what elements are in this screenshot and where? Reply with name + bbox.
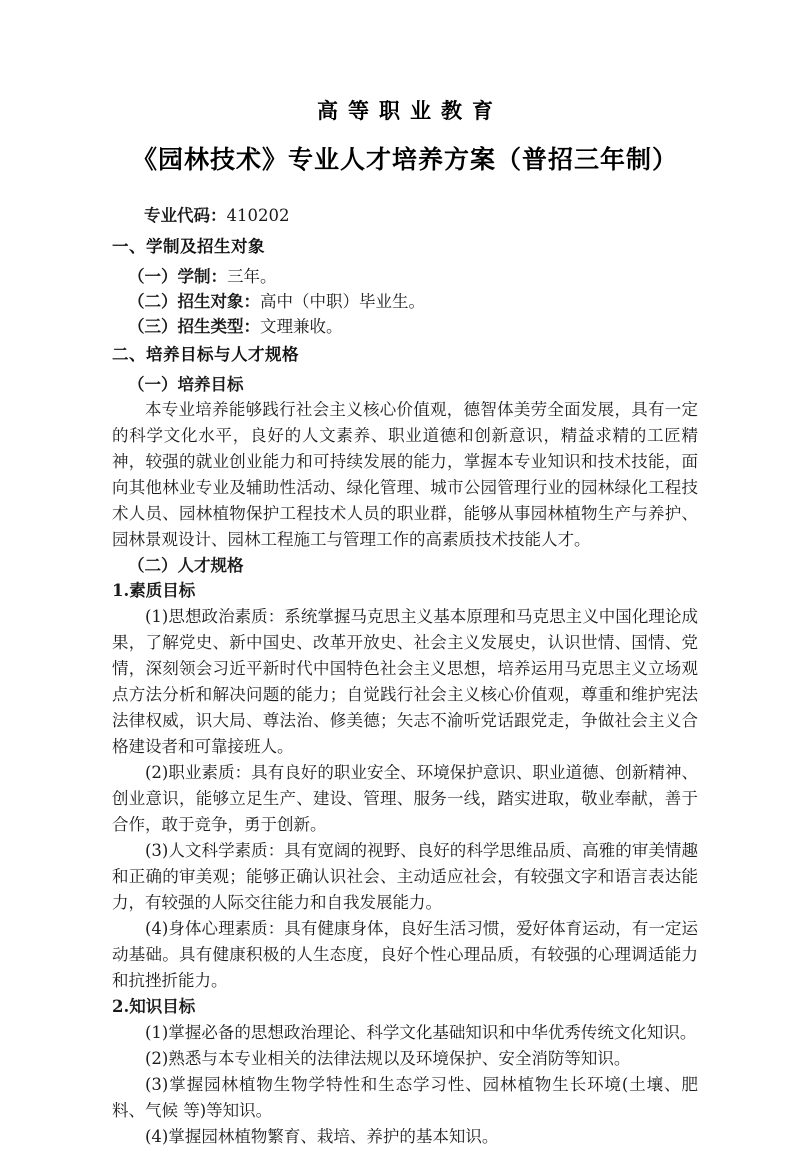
section-1-item-2 bbox=[112, 289, 698, 314]
quality-objective-item-2: (2)职业素质：具有良好的职业安全、环境保护意识、职业道德、创新精神、创业意识，能够立足生产、建设、管理、服务一线，踏实进取，敬业奉献，善于合作，敢于竞争，勇于创新。 bbox=[112, 763, 698, 834]
section-1-item-1 bbox=[112, 264, 698, 289]
major-code-value: 410202 bbox=[226, 206, 290, 225]
major-code-line bbox=[112, 203, 698, 229]
section-1-item-1-label: （一）学制： bbox=[128, 267, 227, 286]
training-goal-paragraph: 本专业培养能够践行社会主义核心价值观，德智体美劳全面发展，具有一定的科学文化水平，良好的人文素养、职业道德和创新意识，精益求精的工匠精神，较强的就业创业能力和可持续发展的能力，掌握本专业知识和技术技能，面向其他林业专业及辅助性活动、绿化管理、城市公园管理行业的园林绿化工程技术人员、园林植物保护工程技术人员的职业群，能够从事园林植物生产与养护、园林景观设计、园林工程施工与管理工作的高素质技术技能人才。 bbox=[112, 400, 698, 549]
page-content bbox=[112, 96, 698, 1150]
section-1-item-3 bbox=[112, 314, 698, 339]
knowledge-objective-item-3: (3)掌握园林植物生物学特性和生态学习性、园林植物生长环境(土壤、肥料、气候 等)等知识。 bbox=[112, 1075, 698, 1120]
subsection-heading-training-goal: （一）培养目标 bbox=[128, 375, 244, 394]
quality-objective-item-1: (1)思想政治素质：系统掌握马克思主义基本原理和马克思主义中国化理论成果，了解党史、新中国史、改革开放史、社会主义发展史，认识世情、国情、党情，深刻领会习近平新时代中国特色社会主义思想，培养运用马克思主义立场观点方法分析和解决问题的能力；自觉践行社会主义核心价值观，尊重和维护宪法法律权威，识大局、尊法治、修美德；矢志不渝听党话跟党走，争做社会主义合格建设者和可靠接班人。 bbox=[112, 607, 698, 756]
group-heading-quality-objectives: 1.素质目标 bbox=[112, 581, 196, 600]
knowledge-objective-item-2: (2)熟悉与本专业相关的法律法规以及环境保护、安全消防等知识。 bbox=[145, 1049, 631, 1068]
document-title-line-2: 《园林技术》专业人才培养方案（普招三年制） bbox=[131, 145, 678, 174]
major-code-label: 专业代码： bbox=[144, 206, 227, 225]
section-1-item-1-value: 三年。 bbox=[227, 267, 277, 286]
section-1-item-3-label: （三）招生类型： bbox=[128, 317, 260, 336]
quality-objective-item-4: (4)身体心理素质：具有健康身体，良好生活习惯，爱好体育运动，有一定运动基础。具有健康积极的人生态度，良好个性心理品质，有较强的心理调适能力和抗挫折能力。 bbox=[112, 919, 698, 990]
subsection-heading-talent-spec: （二）人才规格 bbox=[128, 556, 244, 575]
section-heading-2: 二、培养目标与人才规格 bbox=[112, 345, 299, 364]
document-title-line-1: 高等职业教育 bbox=[317, 99, 503, 123]
knowledge-objective-item-4: (4)掌握园林植物繁育、栽培、养护的基本知识。 bbox=[145, 1127, 499, 1146]
knowledge-objective-item-1: (1)掌握必备的思想政治理论、科学文化基础知识和中华优秀传统文化知识。 bbox=[145, 1023, 697, 1042]
section-1-item-3-value: 文理兼收。 bbox=[260, 317, 343, 336]
section-1-item-2-label: （二）招生对象： bbox=[128, 292, 260, 311]
quality-objective-item-3: (3)人文科学素质：具有宽阔的视野、良好的科学思维品质、高雅的审美情趣和正确的审美观；能够正确认识社会、主动适应社会，有较强文字和语言表达能力，有较强的人际交往能力和自我发展能力。 bbox=[112, 841, 698, 912]
section-1-item-2-value: 高中（中职）毕业生。 bbox=[260, 292, 425, 311]
group-heading-knowledge-objectives: 2.知识目标 bbox=[112, 997, 196, 1016]
section-heading-1: 一、学制及招生对象 bbox=[112, 237, 265, 256]
